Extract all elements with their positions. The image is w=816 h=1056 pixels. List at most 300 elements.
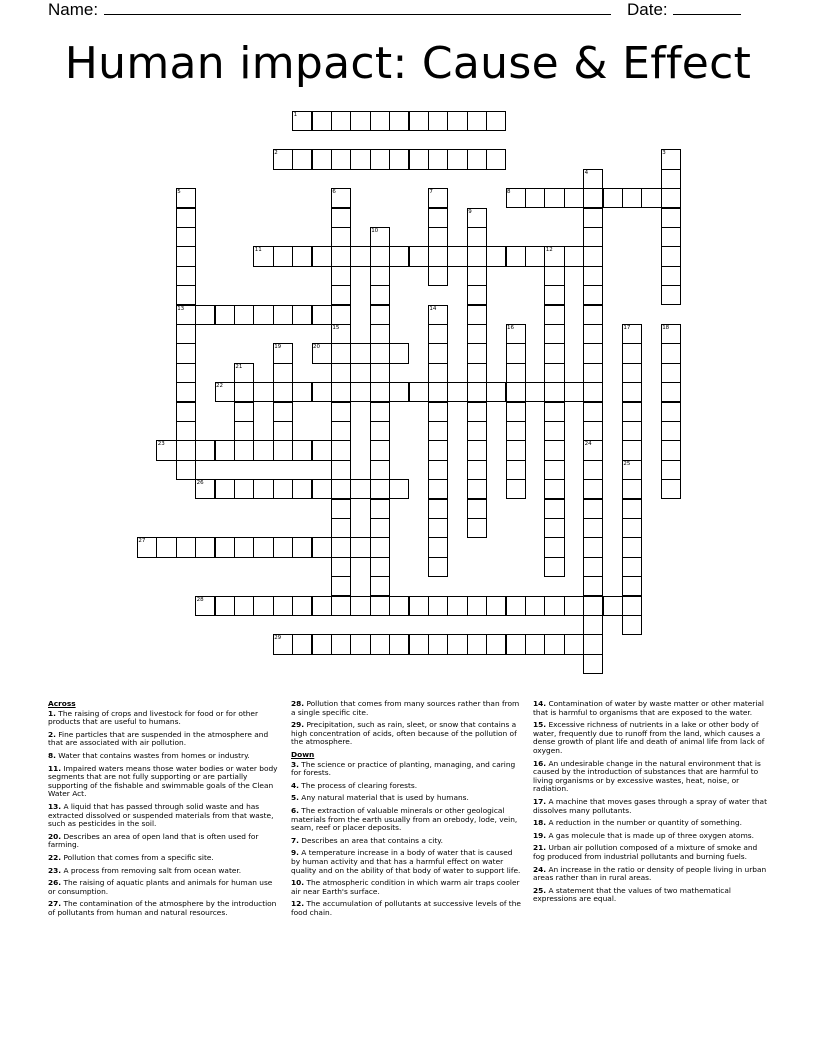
grid-cell[interactable] (544, 285, 564, 305)
grid-cell[interactable] (370, 111, 390, 131)
grid-cell[interactable] (370, 576, 390, 596)
grid-cell[interactable] (234, 440, 254, 460)
grid-cell[interactable] (447, 111, 467, 131)
grid-cell[interactable] (176, 363, 196, 383)
grid-cell[interactable] (176, 402, 196, 422)
grid-cell[interactable] (253, 440, 273, 460)
grid-cell[interactable] (176, 285, 196, 305)
grid-cell[interactable] (428, 537, 448, 557)
grid-cell[interactable] (215, 440, 235, 460)
grid-cell[interactable] (350, 537, 370, 557)
grid-cell[interactable] (661, 324, 681, 344)
grid-cell[interactable] (661, 149, 681, 169)
grid-cell[interactable] (428, 634, 448, 654)
grid-cell[interactable] (506, 343, 526, 363)
grid-cell[interactable] (350, 479, 370, 499)
grid-cell[interactable] (292, 305, 312, 325)
grid-cell[interactable] (273, 149, 293, 169)
grid-cell[interactable] (176, 343, 196, 363)
grid-cell[interactable] (370, 382, 390, 402)
grid-cell[interactable] (428, 557, 448, 577)
grid-cell[interactable] (409, 382, 429, 402)
grid-cell[interactable] (331, 149, 351, 169)
grid-cell[interactable] (370, 324, 390, 344)
grid-cell[interactable] (622, 460, 642, 480)
grid-cell[interactable] (428, 149, 448, 169)
grid-cell[interactable] (544, 343, 564, 363)
grid-cell[interactable] (350, 596, 370, 616)
grid-cell[interactable] (253, 246, 273, 266)
grid-cell[interactable] (564, 246, 584, 266)
grid-cell[interactable] (467, 324, 487, 344)
grid-cell[interactable] (525, 188, 545, 208)
grid-cell[interactable] (331, 266, 351, 286)
grid-cell[interactable] (447, 382, 467, 402)
grid-cell[interactable] (467, 479, 487, 499)
grid-cell[interactable] (603, 596, 623, 616)
grid-cell[interactable] (622, 615, 642, 635)
grid-cell[interactable] (350, 382, 370, 402)
grid-cell[interactable] (428, 227, 448, 247)
grid-cell[interactable] (622, 382, 642, 402)
grid-cell[interactable] (389, 634, 409, 654)
grid-cell[interactable] (176, 305, 196, 325)
grid-cell[interactable] (544, 596, 564, 616)
grid-cell[interactable] (331, 208, 351, 228)
grid-cell[interactable] (506, 634, 526, 654)
grid-cell[interactable] (467, 518, 487, 538)
grid-cell[interactable] (292, 537, 312, 557)
grid-cell[interactable] (331, 227, 351, 247)
grid-cell[interactable] (583, 363, 603, 383)
grid-cell[interactable] (544, 188, 564, 208)
grid-cell[interactable] (370, 557, 390, 577)
grid-cell[interactable] (486, 634, 506, 654)
grid-cell[interactable] (389, 596, 409, 616)
grid-cell[interactable] (506, 421, 526, 441)
grid-cell[interactable] (370, 227, 390, 247)
grid-cell[interactable] (331, 285, 351, 305)
grid-cell[interactable] (583, 402, 603, 422)
grid-cell[interactable] (350, 246, 370, 266)
grid-cell[interactable] (331, 402, 351, 422)
grid-cell[interactable] (273, 343, 293, 363)
grid-cell[interactable] (583, 537, 603, 557)
grid-cell[interactable] (661, 402, 681, 422)
grid-cell[interactable] (370, 266, 390, 286)
grid-cell[interactable] (661, 479, 681, 499)
grid-cell[interactable] (253, 305, 273, 325)
grid-cell[interactable] (370, 149, 390, 169)
grid-cell[interactable] (331, 324, 351, 344)
grid-cell[interactable] (370, 246, 390, 266)
grid-cell[interactable] (506, 440, 526, 460)
grid-cell[interactable] (350, 149, 370, 169)
grid-cell[interactable] (331, 343, 351, 363)
grid-cell[interactable] (292, 634, 312, 654)
grid-cell[interactable] (176, 460, 196, 480)
grid-cell[interactable] (253, 537, 273, 557)
grid-cell[interactable] (583, 285, 603, 305)
grid-cell[interactable] (273, 596, 293, 616)
grid-cell[interactable] (253, 479, 273, 499)
grid-cell[interactable] (389, 111, 409, 131)
grid-cell[interactable] (389, 382, 409, 402)
grid-cell[interactable] (622, 363, 642, 383)
grid-cell[interactable] (331, 363, 351, 383)
grid-cell[interactable] (331, 499, 351, 519)
grid-cell[interactable] (292, 246, 312, 266)
grid-cell[interactable] (273, 440, 293, 460)
grid-cell[interactable] (467, 499, 487, 519)
grid-cell[interactable] (622, 324, 642, 344)
grid-cell[interactable] (215, 382, 235, 402)
grid-cell[interactable] (661, 266, 681, 286)
grid-cell[interactable] (370, 537, 390, 557)
grid-cell[interactable] (622, 402, 642, 422)
grid-cell[interactable] (409, 634, 429, 654)
grid-cell[interactable] (370, 479, 390, 499)
grid-cell[interactable] (331, 421, 351, 441)
grid-cell[interactable] (331, 557, 351, 577)
grid-cell[interactable] (544, 402, 564, 422)
grid-cell[interactable] (583, 557, 603, 577)
grid-cell[interactable] (506, 402, 526, 422)
grid-cell[interactable] (176, 246, 196, 266)
grid-cell[interactable] (428, 382, 448, 402)
grid-cell[interactable] (195, 479, 215, 499)
grid-cell[interactable] (467, 111, 487, 131)
grid-cell[interactable] (428, 208, 448, 228)
grid-cell[interactable] (622, 596, 642, 616)
grid-cell[interactable] (506, 382, 526, 402)
grid-cell[interactable] (156, 440, 176, 460)
grid-cell[interactable] (273, 382, 293, 402)
grid-cell[interactable] (331, 537, 351, 557)
grid-cell[interactable] (350, 343, 370, 363)
grid-cell[interactable] (622, 576, 642, 596)
grid-cell[interactable] (312, 343, 332, 363)
grid-cell[interactable] (525, 596, 545, 616)
grid-cell[interactable] (544, 479, 564, 499)
grid-cell[interactable] (583, 266, 603, 286)
grid-cell[interactable] (234, 305, 254, 325)
grid-cell[interactable] (292, 149, 312, 169)
grid-cell[interactable] (544, 421, 564, 441)
grid-cell[interactable] (273, 421, 293, 441)
grid-cell[interactable] (583, 576, 603, 596)
grid-cell[interactable] (370, 440, 390, 460)
grid-cell[interactable] (506, 188, 526, 208)
grid-cell[interactable] (544, 440, 564, 460)
grid-cell[interactable] (428, 305, 448, 325)
grid-cell[interactable] (331, 518, 351, 538)
grid-cell[interactable] (312, 440, 332, 460)
grid-cell[interactable] (661, 285, 681, 305)
grid-cell[interactable] (312, 479, 332, 499)
grid-cell[interactable] (176, 324, 196, 344)
grid-cell[interactable] (525, 634, 545, 654)
grid-cell[interactable] (331, 479, 351, 499)
grid-cell[interactable] (544, 499, 564, 519)
grid-cell[interactable] (661, 440, 681, 460)
grid-cell[interactable] (506, 460, 526, 480)
grid-cell[interactable] (544, 382, 564, 402)
grid-cell[interactable] (467, 343, 487, 363)
grid-cell[interactable] (331, 596, 351, 616)
grid-cell[interactable] (389, 479, 409, 499)
grid-cell[interactable] (370, 596, 390, 616)
grid-cell[interactable] (467, 246, 487, 266)
grid-cell[interactable] (176, 188, 196, 208)
grid-cell[interactable] (506, 246, 526, 266)
grid-cell[interactable] (661, 188, 681, 208)
grid-cell[interactable] (583, 421, 603, 441)
grid-cell[interactable] (506, 596, 526, 616)
grid-cell[interactable] (467, 402, 487, 422)
grid-cell[interactable] (661, 421, 681, 441)
grid-cell[interactable] (544, 246, 564, 266)
grid-cell[interactable] (447, 246, 467, 266)
grid-cell[interactable] (583, 479, 603, 499)
grid-cell[interactable] (583, 440, 603, 460)
grid-cell[interactable] (544, 518, 564, 538)
grid-cell[interactable] (428, 246, 448, 266)
grid-cell[interactable] (370, 460, 390, 480)
grid-cell[interactable] (234, 596, 254, 616)
grid-cell[interactable] (312, 305, 332, 325)
grid-cell[interactable] (234, 363, 254, 383)
grid-cell[interactable] (641, 188, 661, 208)
grid-cell[interactable] (428, 596, 448, 616)
grid-cell[interactable] (273, 363, 293, 383)
grid-cell[interactable] (234, 479, 254, 499)
grid-cell[interactable] (350, 111, 370, 131)
grid-cell[interactable] (583, 654, 603, 674)
grid-cell[interactable] (447, 149, 467, 169)
grid-cell[interactable] (486, 246, 506, 266)
grid-cell[interactable] (622, 557, 642, 577)
grid-cell[interactable] (583, 615, 603, 635)
grid-cell[interactable] (428, 363, 448, 383)
grid-cell[interactable] (428, 460, 448, 480)
grid-cell[interactable] (215, 537, 235, 557)
grid-cell[interactable] (544, 634, 564, 654)
grid-cell[interactable] (331, 576, 351, 596)
grid-cell[interactable] (428, 479, 448, 499)
grid-cell[interactable] (583, 382, 603, 402)
grid-cell[interactable] (583, 169, 603, 189)
grid-cell[interactable] (603, 188, 623, 208)
grid-cell[interactable] (544, 537, 564, 557)
grid-cell[interactable] (622, 188, 642, 208)
grid-cell[interactable] (370, 499, 390, 519)
grid-cell[interactable] (622, 499, 642, 519)
grid-cell[interactable] (156, 537, 176, 557)
grid-cell[interactable] (428, 343, 448, 363)
grid-cell[interactable] (370, 518, 390, 538)
grid-cell[interactable] (447, 634, 467, 654)
grid-cell[interactable] (622, 440, 642, 460)
grid-cell[interactable] (215, 596, 235, 616)
grid-cell[interactable] (564, 634, 584, 654)
grid-cell[interactable] (583, 343, 603, 363)
grid-cell[interactable] (525, 246, 545, 266)
grid-cell[interactable] (195, 305, 215, 325)
grid-cell[interactable] (370, 343, 390, 363)
grid-cell[interactable] (486, 382, 506, 402)
grid-cell[interactable] (273, 537, 293, 557)
grid-cell[interactable] (447, 596, 467, 616)
grid-cell[interactable] (234, 421, 254, 441)
grid-cell[interactable] (176, 266, 196, 286)
grid-cell[interactable] (564, 596, 584, 616)
grid-cell[interactable] (661, 208, 681, 228)
grid-cell[interactable] (312, 111, 332, 131)
grid-cell[interactable] (583, 246, 603, 266)
grid-cell[interactable] (583, 227, 603, 247)
grid-cell[interactable] (389, 149, 409, 169)
grid-cell[interactable] (583, 499, 603, 519)
grid-cell[interactable] (622, 421, 642, 441)
grid-cell[interactable] (583, 460, 603, 480)
grid-cell[interactable] (467, 305, 487, 325)
grid-cell[interactable] (544, 557, 564, 577)
grid-cell[interactable] (312, 149, 332, 169)
grid-cell[interactable] (583, 188, 603, 208)
grid-cell[interactable] (253, 382, 273, 402)
grid-cell[interactable] (467, 285, 487, 305)
grid-cell[interactable] (331, 634, 351, 654)
grid-cell[interactable] (661, 460, 681, 480)
grid-cell[interactable] (409, 596, 429, 616)
grid-cell[interactable] (370, 305, 390, 325)
grid-cell[interactable] (312, 634, 332, 654)
grid-cell[interactable] (661, 246, 681, 266)
grid-cell[interactable] (331, 111, 351, 131)
grid-cell[interactable] (176, 208, 196, 228)
grid-cell[interactable] (234, 537, 254, 557)
grid-cell[interactable] (292, 111, 312, 131)
grid-cell[interactable] (428, 518, 448, 538)
grid-cell[interactable] (428, 421, 448, 441)
grid-cell[interactable] (428, 324, 448, 344)
grid-cell[interactable] (661, 227, 681, 247)
grid-cell[interactable] (467, 382, 487, 402)
grid-cell[interactable] (622, 343, 642, 363)
grid-cell[interactable] (428, 440, 448, 460)
grid-cell[interactable] (661, 382, 681, 402)
grid-cell[interactable] (622, 479, 642, 499)
grid-cell[interactable] (312, 382, 332, 402)
grid-cell[interactable] (331, 460, 351, 480)
grid-cell[interactable] (292, 596, 312, 616)
grid-cell[interactable] (370, 421, 390, 441)
grid-cell[interactable] (486, 149, 506, 169)
grid-cell[interactable] (661, 363, 681, 383)
grid-cell[interactable] (467, 149, 487, 169)
grid-cell[interactable] (292, 382, 312, 402)
grid-cell[interactable] (409, 111, 429, 131)
grid-cell[interactable] (564, 188, 584, 208)
grid-cell[interactable] (467, 460, 487, 480)
grid-cell[interactable] (215, 479, 235, 499)
grid-cell[interactable] (370, 285, 390, 305)
grid-cell[interactable] (661, 343, 681, 363)
grid-cell[interactable] (467, 266, 487, 286)
grid-cell[interactable] (467, 634, 487, 654)
grid-cell[interactable] (195, 440, 215, 460)
grid-cell[interactable] (137, 537, 157, 557)
grid-cell[interactable] (389, 246, 409, 266)
grid-cell[interactable] (467, 440, 487, 460)
grid-cell[interactable] (331, 440, 351, 460)
grid-cell[interactable] (583, 634, 603, 654)
grid-cell[interactable] (409, 149, 429, 169)
grid-cell[interactable] (525, 382, 545, 402)
grid-cell[interactable] (564, 382, 584, 402)
grid-cell[interactable] (467, 596, 487, 616)
grid-cell[interactable] (428, 111, 448, 131)
grid-cell[interactable] (409, 246, 429, 266)
grid-cell[interactable] (583, 596, 603, 616)
grid-cell[interactable] (506, 479, 526, 499)
grid-cell[interactable] (583, 324, 603, 344)
grid-cell[interactable] (661, 169, 681, 189)
grid-cell[interactable] (467, 421, 487, 441)
grid-cell[interactable] (622, 518, 642, 538)
grid-cell[interactable] (350, 634, 370, 654)
grid-cell[interactable] (544, 324, 564, 344)
grid-cell[interactable] (292, 479, 312, 499)
grid-cell[interactable] (215, 305, 235, 325)
grid-cell[interactable] (467, 227, 487, 247)
grid-cell[interactable] (331, 246, 351, 266)
grid-cell[interactable] (506, 363, 526, 383)
grid-cell[interactable] (486, 596, 506, 616)
grid-cell[interactable] (486, 111, 506, 131)
grid-cell[interactable] (583, 518, 603, 538)
grid-cell[interactable] (176, 440, 196, 460)
grid-cell[interactable] (176, 421, 196, 441)
grid-cell[interactable] (428, 266, 448, 286)
grid-cell[interactable] (544, 266, 564, 286)
grid-cell[interactable] (622, 537, 642, 557)
grid-cell[interactable] (176, 227, 196, 247)
grid-cell[interactable] (195, 596, 215, 616)
grid-cell[interactable] (273, 246, 293, 266)
grid-cell[interactable] (273, 634, 293, 654)
grid-cell[interactable] (544, 363, 564, 383)
grid-cell[interactable] (273, 305, 293, 325)
grid-cell[interactable] (370, 634, 390, 654)
grid-cell[interactable] (583, 208, 603, 228)
grid-cell[interactable] (312, 246, 332, 266)
grid-cell[interactable] (467, 208, 487, 228)
grid-cell[interactable] (176, 382, 196, 402)
grid-cell[interactable] (176, 537, 196, 557)
grid-cell[interactable] (331, 305, 351, 325)
grid-cell[interactable] (234, 402, 254, 422)
grid-cell[interactable] (544, 460, 564, 480)
grid-cell[interactable] (331, 382, 351, 402)
grid-cell[interactable] (312, 537, 332, 557)
grid-cell[interactable] (273, 479, 293, 499)
grid-cell[interactable] (234, 382, 254, 402)
grid-cell[interactable] (506, 324, 526, 344)
grid-cell[interactable] (312, 596, 332, 616)
grid-cell[interactable] (292, 440, 312, 460)
